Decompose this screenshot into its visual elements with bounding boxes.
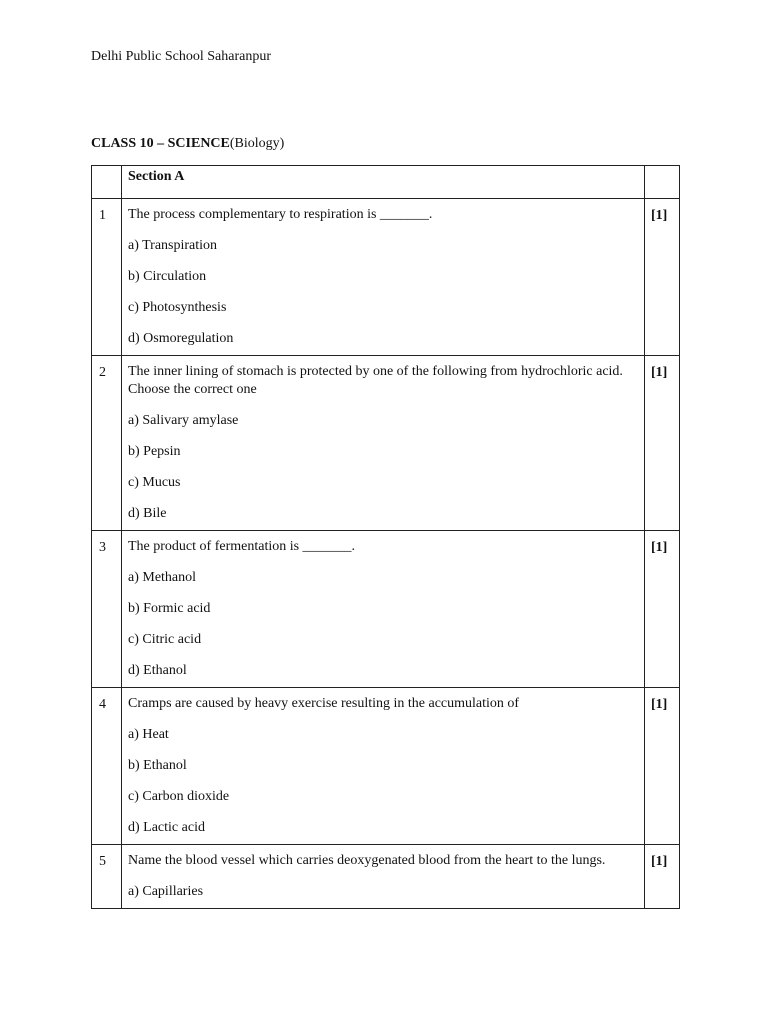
question-row-3 bbox=[92, 531, 680, 688]
class-title bbox=[91, 135, 284, 153]
class-title-bold: CLASS 10 – SCIENCE bbox=[91, 136, 230, 151]
question-cell bbox=[122, 845, 645, 909]
question-marks: [1] bbox=[645, 688, 680, 845]
question-cell bbox=[122, 199, 645, 356]
section-number-cell bbox=[92, 166, 122, 199]
question-marks: [1] bbox=[645, 356, 680, 531]
option-c: c) Carbon dioxide bbox=[128, 789, 230, 804]
section-marks-cell bbox=[645, 166, 680, 199]
question-marks: [1] bbox=[645, 199, 680, 356]
option-d: d) Ethanol bbox=[128, 663, 187, 678]
school-name: Delhi Public School Saharanpur bbox=[91, 49, 272, 64]
option-d: d) Lactic acid bbox=[128, 820, 205, 835]
class-subject: (Biology) bbox=[229, 136, 285, 151]
question-number: 1 bbox=[92, 199, 122, 356]
option-a: a) Capillaries bbox=[128, 884, 204, 899]
option-b: b) Circulation bbox=[128, 269, 207, 284]
section-header-row bbox=[92, 166, 680, 199]
option-a: a) Heat bbox=[128, 727, 169, 742]
option-b: b) Pepsin bbox=[128, 444, 181, 459]
option-a: a) Methanol bbox=[128, 570, 197, 585]
question-row-2 bbox=[92, 356, 680, 531]
option-d: d) Bile bbox=[128, 506, 167, 521]
option-b: b) Formic acid bbox=[128, 601, 211, 616]
option-b: b) Ethanol bbox=[128, 758, 187, 773]
option-a: a) Salivary amylase bbox=[128, 413, 239, 428]
question-marks: [1] bbox=[645, 531, 680, 688]
question-text: The process complementary to respiration is _______. bbox=[128, 207, 433, 222]
question-number: 5 bbox=[92, 845, 122, 909]
option-a: a) Transpiration bbox=[128, 238, 218, 253]
question-number: 2 bbox=[92, 356, 122, 531]
question-marks: [1] bbox=[645, 845, 680, 909]
section-title: Section A bbox=[122, 166, 645, 199]
question-row-1 bbox=[92, 199, 680, 356]
option-c: c) Photosynthesis bbox=[128, 300, 227, 315]
option-c: c) Citric acid bbox=[128, 632, 202, 647]
option-d: d) Osmoregulation bbox=[128, 331, 234, 346]
question-text: The product of fermentation is _______. bbox=[128, 539, 356, 554]
question-text: Name the blood vessel which carries deoxygenated blood from the heart to the lungs. bbox=[128, 853, 606, 868]
question-number: 3 bbox=[92, 531, 122, 688]
question-text: The inner lining of stomach is protected by one of the following from hydrochloric acid. Choose the correct one bbox=[128, 364, 623, 397]
question-cell bbox=[122, 531, 645, 688]
question-cell bbox=[122, 688, 645, 845]
question-cell bbox=[122, 356, 645, 531]
question-row-5 bbox=[92, 845, 680, 909]
question-number: 4 bbox=[92, 688, 122, 845]
question-text: Cramps are caused by heavy exercise resulting in the accumulation of bbox=[128, 696, 520, 711]
question-row-4 bbox=[92, 688, 680, 845]
option-c: c) Mucus bbox=[128, 475, 181, 490]
question-table bbox=[91, 165, 680, 909]
